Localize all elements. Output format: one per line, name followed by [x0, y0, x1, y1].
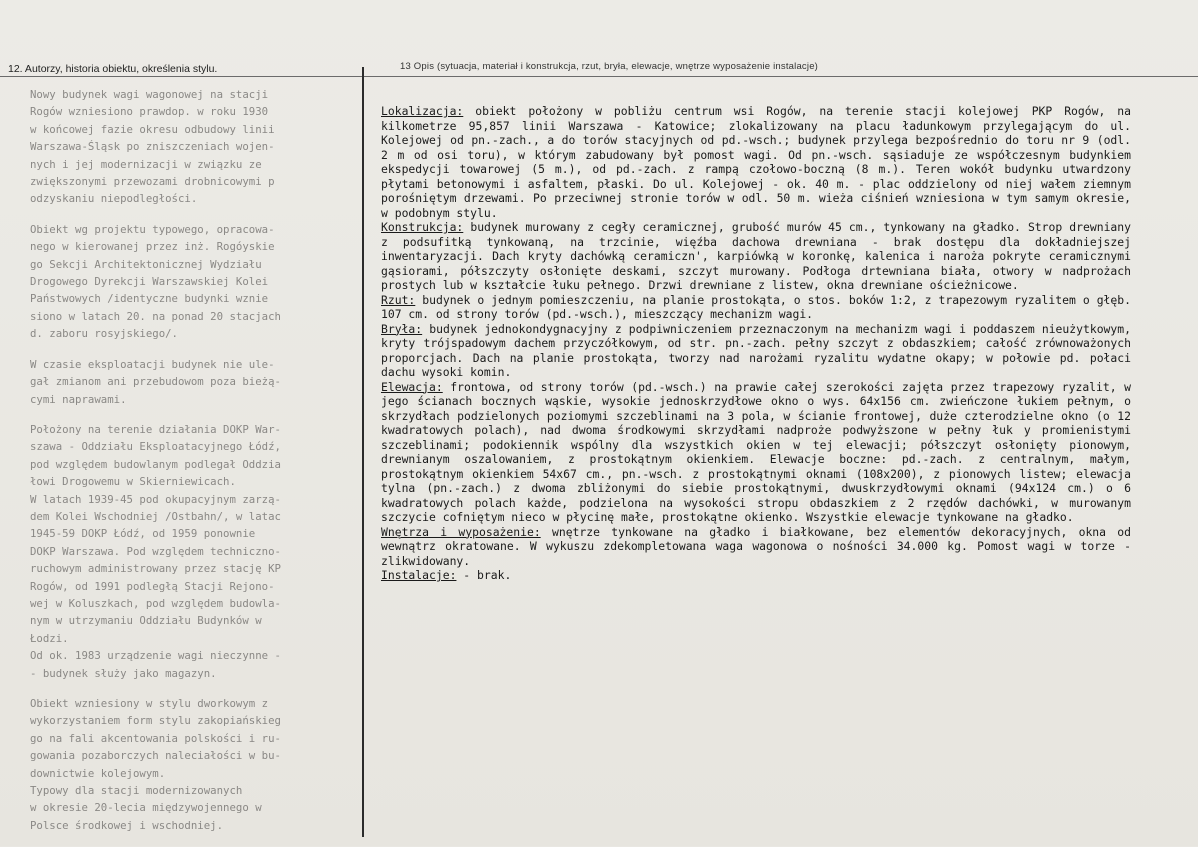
description-section-massing [381, 322, 1131, 380]
description-section-interior [381, 525, 1131, 569]
section-text: frontowa, od strony torów (pd.-wsch.) na prawie całej szerokości zajęta przez trapezowy ryzalit, w jego ścianach bocznych wąskie, wysokie jednoskrzydłowe okno o wys. 64x156 cm. zwieńczone łukiem pełnym, o skrzydłach podzielonych poziomymi szczeblinami na 3 pola, w ścianie frontowej, duże czterodzielne okno (o 12 kwadratowych polach), nad dwoma środkowymi skrzydłami nadproże podwyższone w pełny łuk y promienistymi szczeblinami; podokiennik wspólny dla wszystkich okien w tej elewacji; półszczyt osłonięty pionowym, drewnianym oszalowaniem, z prostokątnym okienkiem. Elewacje boczne: pd.-zach. z centralnym, małym, prostokątnym okienkiem 54x67 cm., pn.-wsch. z prostokątnymi oknami (108x200), z pionowych listew; elewacja tylna (pn.-zach.) z dwoma zbliżonymi do siebie prostokątnymi, dwuskrzydłowymi oknami (94x124 cm.) o 6 kwadratowych polach każde, podzielona na wysokości stropu obdaszkiem z 2 rzędów dachówki, w murowanym szczycie cofniętym nieco w płycinę małe, prostokątne okienko. Wszystkie elewacje tynkowane na gładko. [381, 379, 1131, 524]
history-paragraph: Nowy budynek wagi wagonowej na stacji Rogów wzniesiono prawdop. w roku 1930 w końcowej fazie okresu odbudowy linii Warszawa-Śląsk po zniszczeniach wojen- nych i jej modernizacji w związku ze zwiększonymi przewozami drobnicowymi p odzyskaniu niepodległości. [30, 88, 275, 206]
history-paragraph: Obiekt wg projektu typowego, opracowa- nego w kierowanej przez inż. Rogóyskie go Sekcji Architektonicznej Wydziału Drogowego Dyrekcji Warszawskiej Kolei Państwowych /identyczne budynki wznie siono w latach 20. na ponad 20 stacjach d. zaboru rosyjskiego/. [30, 222, 281, 341]
section-label: Konstrukcja: [381, 220, 464, 234]
section-label: Elewacja: [381, 379, 443, 394]
horizontal-divider [0, 76, 1198, 77]
history-column [30, 86, 355, 847]
section-label: Bryła: [381, 321, 423, 336]
section-text: budynek jednokondygnacyjny z podpiwniczeniem przeznaczonym na mechanizm wagi i poddaszem nieużytkowym, kryty trójspadowym dachem przyczółkowym, od str. pn.-zach. pełny szczyt z obdaszkiem; całość zrównoważonych proporcjach. Dach na planie prostokąta, tworzy nad narożami ryzalitu wydatne okapy; w połowie pd. połaci dachu wysoki komin. [381, 321, 1131, 379]
section-text: obiekt położony w pobliżu centrum wsi Rogów, na terenie stacji kolejowej PKP Rogów, na kilkometrze 95,857 linii Warszawa - Katowice; zlokalizowany na placu ładunkowym przylegającym do ul. Kolejowej od pn.-zach., a do torów stacyjnych od pd.-wsch.; budynek przylega bezpośrednio do toru nr 9 (odl. 2 m od osi toru), w którym zabudowany był pomost wagi. Od pn.-wsch. sąsiaduje ze współczesnym budynkiem ekspedycji towarowej (5 m.), od pd.-zach. z rampą czołowo-boczną (8 m.). Teren wokół budynku utwardzony płytami betonowymi i asfaltem, płaski. Do ul. Kolejowej - ok. 40 m. - plac oddzielony od niej wałem ziemnym porośniętym drzewami. Po przeciwnej stronie torów w odl. 50 m. wieża ciśnień wzniesiona w tym samym okresie, w podobnym stylu. [381, 104, 1131, 220]
section-text: budynek murowany z cegły ceramicznej, grubość murów 45 cm., tynkowany na gładko. Strop drewniany z podsufitką tynkowaną, na trzcinie, więźba dachowa drewniana - brak dostępu dla dokładniejszej inwentaryzacji. Dach kryty dachówką ceramiczn', karpiówką w koronkę, kalenica i naroża pokryte ceramicznymi gąsiorami, półszczyty osłonięte deskami, szczyt murowany. Podłoga drtewniana biała, otwory w nadprożach prostych lub w kształcie łuku pełnego. Drzwi drewniane z listew, okna drewniane ościeżnicowe. [381, 220, 1131, 292]
description-column [381, 104, 1131, 583]
section-label: Instalacje: [381, 568, 457, 582]
section-text: wnętrze tynkowane na gładko i białkowane, bez elementów dekoracyjnych, okna od wewnątrz okratowane. W wykuszu zdekompletowana waga wagonowa o nośności 34.000 kg. Pomost wagi w torze - zlikwidowany. [381, 524, 1131, 568]
section-label: Rzut: [381, 292, 416, 307]
description-section-location [381, 104, 1131, 220]
history-paragraph: Położony na terenie działania DOKP War- szawa - Oddziału Eksploatacyjnego Łódź, pod względem budowlanym podlegał Oddzia łowi Drogowemu w Skierniewicach. W latach 1939-45 pod okupacyjnym zarzą- dem Kolei Wschodniej /Ostbahn/, w latac 1945-59 DOKP Łódź, od 1959 ponownie DOKP Warszawa. Pod względem techniczno- ruchowym administrowany przez stację KP Rogów, od 1991 podległą Stacji Rejono- wej w Koluszkach, pod względem budowla- nym w utrzymaniu Oddziału Budynków w Łodzi. Od ok. 1983 urządzenie wagi nieczynne - - budynek służy jako magazyn. [30, 422, 281, 680]
description-section-construction [381, 220, 1131, 293]
history-paragraph: W czasie eksploatacji budynek nie ule- gał zmianom ani przebudowom poza bieżą- cymi naprawami. [30, 357, 281, 406]
section-heading-history: 12. Autorzy, historia obiektu, określenia stylu. [8, 63, 218, 75]
section-text: budynek o jednym pomieszczeniu, na planie prostokąta, o stos. boków 1:2, z trapezowym ryzalitem o głęb. 107 cm. od strony torów (pd.-wsch.), mieszczący mechanizm wagi. [381, 292, 1131, 321]
description-section-elevation [381, 380, 1131, 525]
description-section-plan [381, 293, 1131, 322]
section-label: Wnętrza i wyposażenie: [381, 524, 541, 539]
section-label: Lokalizacja: [381, 104, 464, 118]
section-text: - brak. [456, 568, 512, 582]
description-section-installations [381, 568, 1131, 583]
history-paragraph: Obiekt wzniesiony w stylu dworkowym z wykorzystaniem form stylu zakopiańskieg go na fali akcentowania polskości i ru- gowania pozaborczych naleciałości w bu- downictwie kolejowym. Typowy dla stacji modernizowanych w okresie 20-lecia międzywojennego w Polsce środkowej i wschodniej. [30, 697, 281, 832]
section-heading-description: 13 Opis (sytuacja, materiał i konstrukcja, rzut, bryła, elewacje, wnętrze wyposażenie instalacje) [400, 61, 819, 72]
column-divider [362, 67, 364, 837]
